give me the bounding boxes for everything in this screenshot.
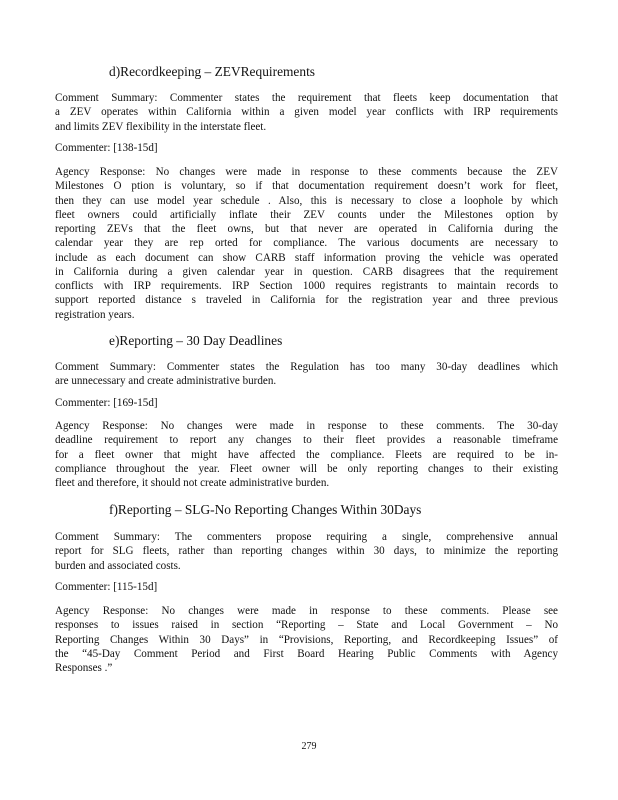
- text-line: in California during a given calendar year in question. CARB disagrees that the requirement: [55, 265, 558, 278]
- text-line: the “45-Day Comment Period and First Board Hearing Public Comments with Agency: [55, 647, 558, 660]
- text-line: Agency Response: No changes were made in response to these comments. Please see: [55, 605, 558, 617]
- text-line: burden and associated costs.: [55, 559, 181, 572]
- text-line: fleet and therefore, it should not create administrative burden.: [55, 477, 330, 489]
- text-line: calendar year they are rep orted for compliance. The various documents are necessary to: [55, 237, 558, 250]
- text-line: Reporting Changes Within 30 Days” in “Provisions, Reporting, and Recordkeeping Issues” of: [55, 633, 558, 646]
- text-line: report for SLG fleets, rather than reporting changes within 30 days, to minimize the reporting: [55, 545, 558, 558]
- text-line: reporting ZEVs that the fleet owns, but that never are operated in California during the: [55, 223, 558, 235]
- text-line: Agency Response: No changes were made in response to these comments because the ZEV: [55, 166, 558, 178]
- text-line: Milestones O ption is voluntary, so if that documentation requirement doesn’t work for fleet,: [55, 180, 558, 193]
- text-line: registration years.: [55, 308, 135, 321]
- text-line: support reported distance s traveled in California for the registration year and three previous: [55, 294, 558, 307]
- section-heading-slg-reporting: f)Reporting – SLG-No Reporting Changes Within 30Days: [109, 502, 422, 517]
- comment-summary-slg-reporting: [55, 530, 558, 573]
- commenter-reporting-deadlines: Commenter: [169-15d]: [55, 397, 158, 409]
- text-line: Responses .”: [55, 662, 113, 674]
- agency-response-reporting-deadlines: [55, 419, 558, 490]
- text-line: Comment Summary: The commenters propose requiring a single, comprehensive annual: [55, 531, 558, 543]
- text-line: are unnecessary and create administrative burden.: [55, 375, 277, 388]
- text-line: for a fleet owner that might have affected the compliance. Fleets are required to be in-: [55, 448, 558, 461]
- section-heading-recordkeeping: d)Recordkeeping – ZEVRequirements: [109, 64, 316, 79]
- text-line: a ZEV operates within California within a given model year conflicts with IRP requirements: [55, 106, 558, 119]
- text-line: Comment Summary: Commenter states the requirement that fleets keep documentation that: [55, 92, 558, 104]
- comment-summary-recordkeeping: [55, 91, 558, 134]
- page-number: 279: [301, 741, 317, 752]
- text-line: fleet owners could artificially inflate their ZEV counts under the Milestones option by: [55, 208, 558, 221]
- text-line: and limits ZEV flexibility in the interstate fleet.: [55, 120, 267, 133]
- text-line: then they can use model year schedule . Also, this is necessary to close a loophole by which: [55, 194, 558, 207]
- text-line: responses to issues raised in section “Reporting – State and Local Government – No: [55, 619, 558, 632]
- text-line: Comment Summary: Commenter states the Regulation has too many 30-day deadlines which: [55, 361, 558, 373]
- section-heading-reporting-deadlines: e)Reporting – 30 Day Deadlines: [109, 333, 283, 348]
- commenter-slg-reporting: Commenter: [115-15d]: [55, 581, 158, 593]
- commenter-recordkeeping: Commenter: [138-15d]: [55, 142, 158, 154]
- text-line: Agency Response: No changes were made in response to these comments. The 30-day: [55, 420, 558, 432]
- agency-response-recordkeeping: [55, 165, 558, 322]
- text-line: include as each document can show CARB staff information proving the vehicle was operated: [55, 251, 558, 264]
- comment-summary-reporting-deadlines: [55, 360, 558, 389]
- text-line: deadline requirement to report any changes to their fleet provides a reasonable timeframe: [55, 434, 558, 447]
- agency-response-slg-reporting: [55, 604, 558, 675]
- text-line: compliance throughout the year. Fleet owner will be only reporting changes to their existing: [55, 462, 558, 475]
- text-line: conflicts with IRP requirements. IRP Section 1000 requires registrants to maintain records to: [55, 280, 558, 292]
